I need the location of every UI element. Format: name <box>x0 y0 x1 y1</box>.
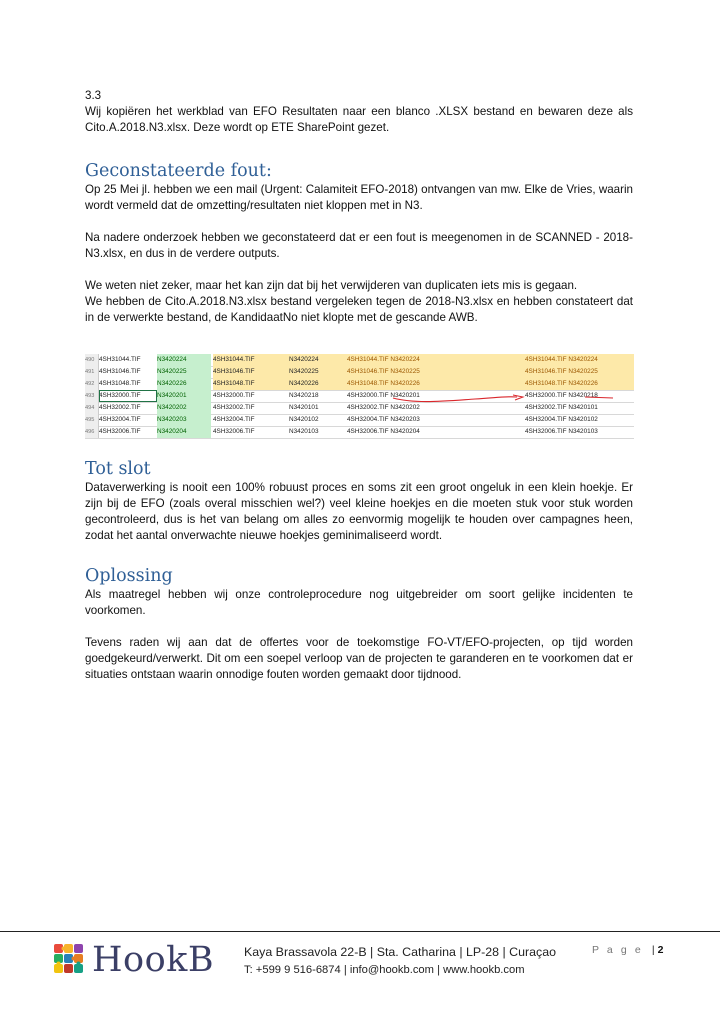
cell-scan-file: 4SH31048.TIF <box>99 378 157 390</box>
cell-row-number: 494 <box>85 402 99 414</box>
cell-row-number: 496 <box>85 426 99 438</box>
cell-row-number: 492 <box>85 378 99 390</box>
cell-scan-combined: 4SH32004.TIF N3420203 <box>347 416 420 423</box>
cell-verwerkt-kandidaatno: N3420102 <box>289 416 319 423</box>
cell-verwerkt-combined: 4SH32000.TIF N3420218 <box>525 392 598 399</box>
page-number: 2 <box>657 944 664 956</box>
cell-row-number: 490 <box>85 354 99 366</box>
cell-scan-kandidaatno: N3420202 <box>157 402 211 414</box>
cell-verwerkt-file: 4SH31046.TIF <box>213 366 289 378</box>
fout-paragraph-3b: We hebben de Cito.A.2018.N3.xlsx bestand vergeleken tegen de 2018-N3.xlsx en hebben constateert dat in de verwerkte bestand, de KandidaatNo niet klopte met de gescande AWB. <box>85 295 633 324</box>
cell-verwerkt-combined: 4SH32004.TIF N3420102 <box>525 416 598 423</box>
cell-scan-kandidaatno: N3420203 <box>157 414 211 426</box>
cell-scan-kandidaatno: N3420225 <box>157 366 211 378</box>
fout-paragraph-2: Na nadere onderzoek hebben we geconstateerd dat er een fout is meegenomen in de SCANNED - 2018-N3.xlsx, en dus in de verdere outputs. <box>85 231 633 260</box>
cell-verwerkt-kandidaatno: N3420101 <box>289 404 319 411</box>
cell-row-number: 493 <box>85 390 99 402</box>
page-indicator <box>592 944 663 956</box>
page-label: P a g e <box>592 944 644 956</box>
cell-scan-file: 4SH32000.TIF <box>99 390 157 402</box>
heading-oplossing: Oplossing <box>85 566 173 586</box>
intro-paragraph: Wij kopiëren het werkblad van EFO Resultaten naar een blanco .XLSX bestand en bewaren deze als Cito.A.2018.N3.xlsx. Deze wordt op ETE SharePoint gezet. <box>85 105 633 134</box>
page-separator: | <box>651 944 655 956</box>
logo-wordmark: HookB <box>92 940 215 980</box>
footer-contact: T: +599 9 516-6874 | info@hookb.com | www.hookb.com <box>244 964 525 976</box>
cell-verwerkt-combined: 4SH32002.TIF N3420101 <box>525 404 598 411</box>
cell-scan-file: 4SH32006.TIF <box>99 428 141 435</box>
cell-verwerkt-kandidaatno: N3420225 <box>289 366 347 378</box>
cell-verwerkt-file: 4SH31048.TIF <box>213 378 289 390</box>
cell-verwerkt-file: 4SH32004.TIF <box>213 416 255 423</box>
oplossing-paragraph-2: Tevens raden wij aan dat de offertes voor de toekomstige FO-VT/EFO-projecten, op tijd worden goedgekeurd/verwerkt. Dit om een soepel verloop van de projecten te garanderen en te voorkomen dat er situaties ontstaan waarin onnodige fouten worden gemaakt door tijdnood. <box>85 636 633 681</box>
fout-paragraph-3a: We weten niet zeker, maar het kan zijn dat bij het verwijderen van duplicaten iets mis is gegaan. <box>85 279 578 292</box>
cell-verwerkt-file: 4SH32000.TIF <box>213 392 255 399</box>
cell-scan-combined: 4SH32006.TIF N3420204 <box>347 428 420 435</box>
cell-scan-kandidaatno: N3420204 <box>157 426 211 438</box>
cell-scan-kandidaatno: N3420226 <box>157 378 211 390</box>
cell-verwerkt-combined: 4SH31044.TIF N3420224 <box>525 354 634 366</box>
cell-row-number: 491 <box>85 366 99 378</box>
spreadsheet-row <box>85 426 634 439</box>
cell-scan-file: 4SH32002.TIF <box>99 404 141 411</box>
cell-scan-combined: 4SH32002.TIF N3420202 <box>347 404 420 411</box>
cell-verwerkt-kandidaatno: N3420226 <box>289 378 347 390</box>
cell-verwerkt-combined: 4SH31046.TIF N3420225 <box>525 366 634 378</box>
footer-address: Kaya Brassavola 22-B | Sta. Catharina | LP-28 | Curaçao <box>244 945 557 959</box>
cell-scan-combined: 4SH31048.TIF N3420226 <box>347 378 525 390</box>
cell-scan-file: 4SH32004.TIF <box>99 416 141 423</box>
cell-verwerkt-kandidaatno: N3420224 <box>289 354 347 366</box>
cell-verwerkt-combined: 4SH31048.TIF N3420226 <box>525 378 634 390</box>
tot-slot-paragraph: Dataverwerking is nooit een 100% robuust proces en soms zit een groot ongeluk in een klein hoekje. Er zijn bij de EFO (zoals overal misschien wel?) veel kleine hoekjes en die moeten stuk voor stuk worden gecontroleerd, dus is het van belang om alles zo eenvormig mogelijk te houden over campagnes heen, zodat het aantal onverwachte nieuwe hoekjes geminimaliseerd wordt. <box>85 481 633 542</box>
cell-verwerkt-file: 4SH32006.TIF <box>213 428 255 435</box>
footer-divider <box>0 931 720 932</box>
puzzle-logo-icon <box>52 942 88 978</box>
document-body <box>85 88 633 326</box>
hookb-logo <box>52 940 214 980</box>
red-annotation-mark <box>85 354 634 426</box>
cell-scan-combined: 4SH32000.TIF N3420201 <box>347 392 420 399</box>
heading-geconstateerde-fout: Geconstateerde fout: <box>85 161 272 181</box>
cell-scan-combined: 4SH31046.TIF N3420225 <box>347 366 525 378</box>
section-number: 3.3 <box>85 89 102 102</box>
cell-scan-kandidaatno: N3420224 <box>157 354 211 366</box>
spreadsheet-screenshot <box>85 354 634 435</box>
cell-verwerkt-combined: 4SH32006.TIF N3420103 <box>525 428 598 435</box>
cell-verwerkt-kandidaatno: N3420218 <box>289 392 319 399</box>
heading-tot-slot: Tot slot <box>85 459 151 479</box>
cell-verwerkt-kandidaatno: N3420103 <box>289 428 319 435</box>
oplossing-paragraph-1: Als maatregel hebben wij onze controleprocedure nog uitgebreider om soort gelijke incidenten te voorkomen. <box>85 588 633 617</box>
cell-row-number: 495 <box>85 414 99 426</box>
cell-verwerkt-file: 4SH31044.TIF <box>213 354 289 366</box>
cell-scan-kandidaatno: N3420201 <box>157 390 211 402</box>
cell-scan-file: 4SH31044.TIF <box>99 354 157 366</box>
cell-scan-combined: 4SH31044.TIF N3420224 <box>347 354 525 366</box>
cell-verwerkt-file: 4SH32002.TIF <box>213 404 255 411</box>
cell-scan-file: 4SH31046.TIF <box>99 366 157 378</box>
fout-paragraph-1: Op 25 Mei jl. hebben we een mail (Urgent: Calamiteit EFO-2018) ontvangen van mw. Elke de Vries, waarin wordt vermeld dat de omzetting/resultaten niet kloppen met in N3. <box>85 183 633 212</box>
document-body-continued <box>85 458 633 683</box>
